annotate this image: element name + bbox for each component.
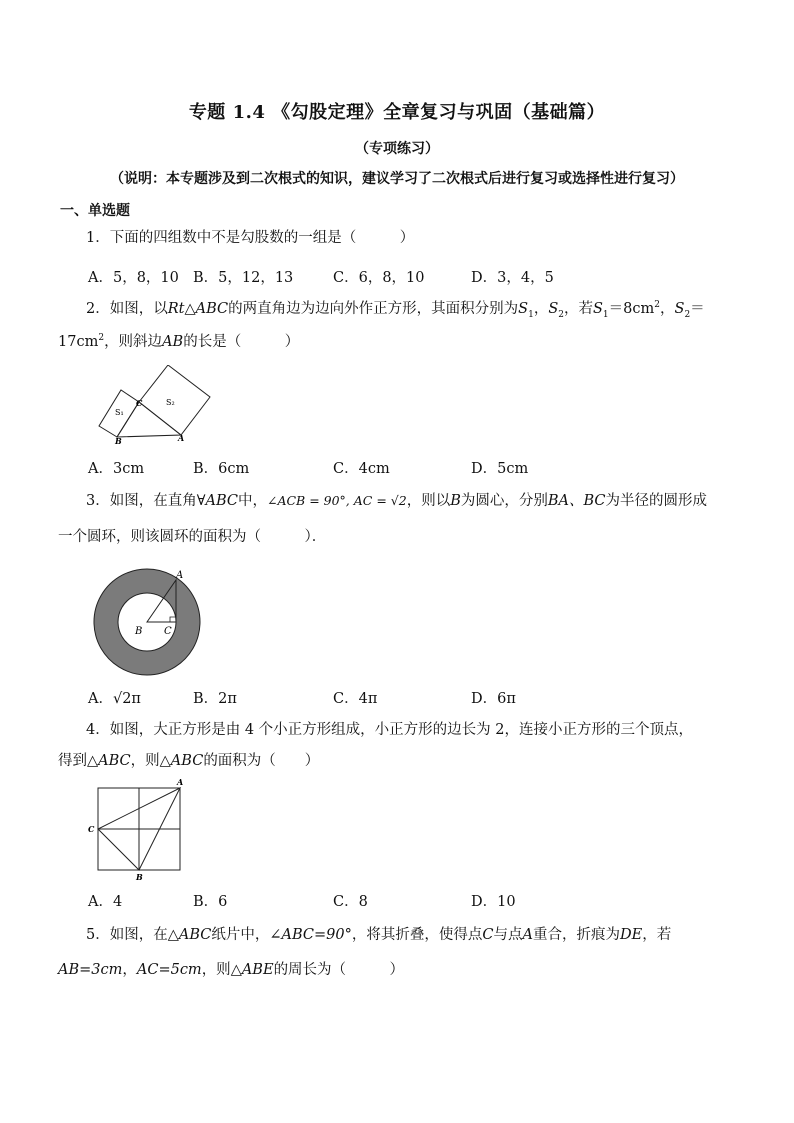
q2-label-s2: S₂ bbox=[166, 398, 175, 407]
q1-option-d: D．3，4，5 bbox=[471, 270, 554, 286]
q2-label-s1: S₁ bbox=[115, 408, 124, 417]
q2-stem-line1: 2．如图，以Rt△ABC的两直角边为边向外作正方形，其面积分别为$S_1$，$S_2$，若$S_1=8cm^2$，$S_2=$ bbox=[86, 300, 705, 320]
q3-stem-line1: 3．如图，在直角∀ABC中，∠ACB = 90°, AC = √2，则以B为圆心，分别BA、BC为半径的圆形成 bbox=[86, 493, 708, 509]
q3-stem-line2: 一个圆环，则该圆环的面积为（ ）． bbox=[58, 529, 327, 545]
q2-option-d: D．5cm bbox=[471, 461, 529, 477]
q1-option-c: C．6，8，10 bbox=[333, 270, 425, 286]
q3-label-a: A bbox=[176, 570, 184, 581]
q4-figure bbox=[86, 776, 188, 882]
q3-figure bbox=[92, 567, 202, 677]
q2-option-c: C．4cm bbox=[333, 461, 390, 477]
q3-option-d: D．6π bbox=[471, 691, 516, 707]
q4-label-b: B bbox=[136, 872, 143, 882]
q2-label-b: B bbox=[115, 436, 122, 445]
page-subtitle: （专项练习） bbox=[355, 141, 439, 157]
q3-option-b: B．2π bbox=[193, 691, 237, 707]
page-note: （说明：本专题涉及到二次根式的知识，建议学习了二次根式后进行复习或选择性进行复习） bbox=[110, 171, 684, 187]
section-heading: 一、单选题 bbox=[60, 203, 130, 219]
q2-figure bbox=[86, 365, 221, 445]
q3-label-c: C bbox=[164, 626, 172, 637]
q2-option-a: A．3cm bbox=[88, 461, 145, 477]
q4-stem-line1: 4．如图，大正方形是由 4 个小正方形组成，小正方形的边长为 2，连接小正方形的三个顶点， bbox=[86, 722, 693, 738]
q5-stem-line2: AB=3cm，AC=5cm，则△ABE的周长为（ ） bbox=[58, 962, 405, 978]
q2-label-c: C bbox=[136, 398, 143, 408]
q4-label-c: C bbox=[88, 824, 95, 834]
q4-label-a: A bbox=[177, 777, 184, 787]
q4-option-d: D．10 bbox=[471, 894, 516, 910]
page-title: 专题 1.4 《勾股定理》全章复习与巩固（基础篇） bbox=[188, 102, 606, 123]
q1-option-b: B．5，12，13 bbox=[193, 270, 294, 286]
q4-option-c: C．8 bbox=[333, 894, 368, 910]
q4-option-b: B．6 bbox=[193, 894, 228, 910]
q2-stem-line2: $17cm^2$，则斜边AB的长是（ ） bbox=[58, 333, 300, 350]
q4-stem-line2: 得到△ABC，则△ABC的面积为（ ） bbox=[58, 753, 320, 769]
q3-label-b: B bbox=[135, 626, 143, 637]
q3-option-a: A．√2π bbox=[88, 691, 141, 707]
q1-stem: 1．下面的四组数中不是勾股数的一组是（ ） bbox=[86, 230, 415, 246]
q1-option-a: A．5，8，10 bbox=[88, 270, 179, 286]
q4-option-a: A．4 bbox=[88, 894, 123, 910]
q3-option-c: C．4π bbox=[333, 691, 378, 707]
q5-stem-line1: 5．如图，在△ABC纸片中，∠ABC=90°，将其折叠，使得点C与点A重合，折痕为DE，若 bbox=[86, 927, 672, 943]
q2-label-a: A bbox=[178, 433, 185, 443]
q2-option-b: B．6cm bbox=[193, 461, 250, 477]
